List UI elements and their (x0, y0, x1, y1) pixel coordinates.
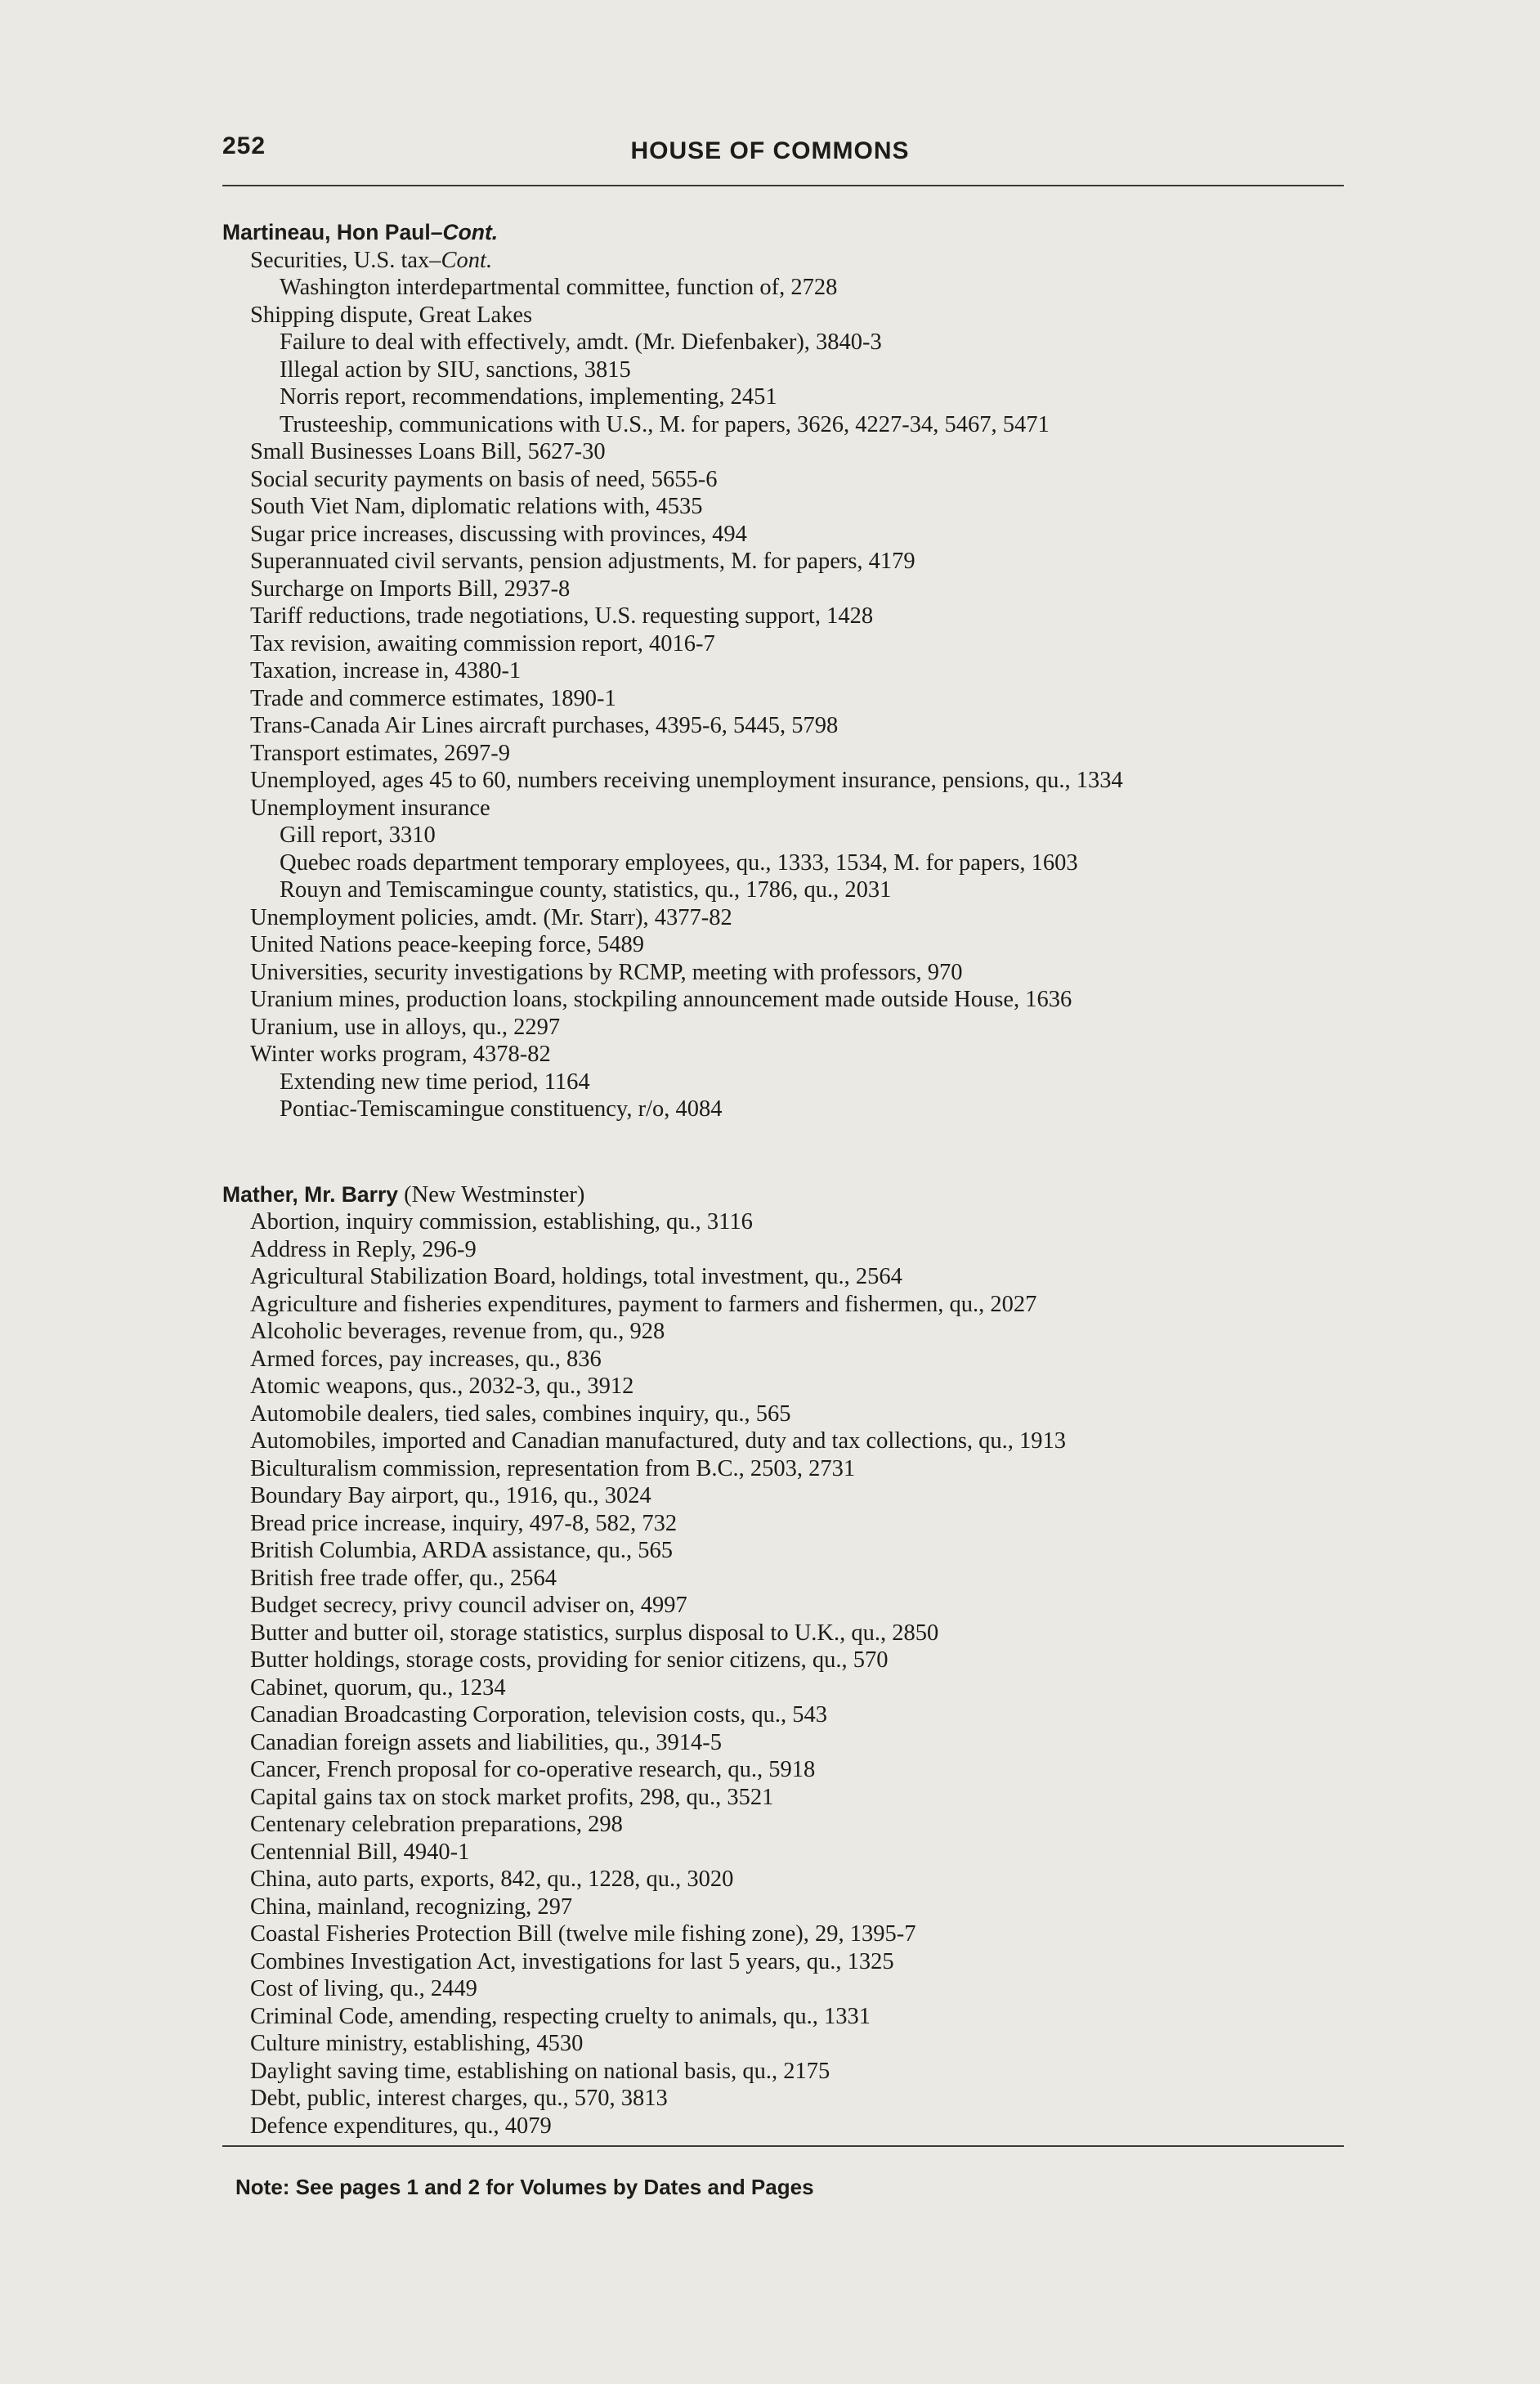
index-entry (222, 1592, 1367, 1620)
entry-text: Centenary celebration preparations, 298 (250, 1812, 623, 1837)
page-number: 252 (222, 132, 266, 159)
entry-text: Tariff reductions, trade negotiations, U.S. requesting support, 1428 (250, 603, 874, 629)
entry-text: Quebec roads department temporary employees, qu., 1333, 1534, M. for papers, 1603 (280, 849, 1078, 876)
index-entry (222, 1318, 1367, 1346)
entry-text: China, mainland, recognizing, 297 (250, 1893, 573, 1920)
index-entry (222, 1756, 1367, 1784)
index-entry (222, 931, 1367, 959)
index-subentry (222, 1069, 1367, 1096)
index-entry (222, 1948, 1367, 1976)
index-entry (222, 1784, 1367, 1812)
entry-text: British Columbia, ARDA assistance, qu., 565 (250, 1538, 673, 1563)
entry-text: Tax revision, awaiting commission report, 4016-7 (250, 630, 715, 656)
index-entry (222, 521, 1367, 549)
entry-text: Unemployment policies, amdt. (Mr. Starr), 4377-82 (250, 904, 732, 930)
entry-text: Rouyn and Temiscamingue county, statistics, qu., 1786, qu., 2031 (280, 877, 892, 903)
entry-text: Winter works program, 4378-82 (250, 1042, 551, 1067)
entry-text: Universities, security investigations by RCMP, meeting with professors, 970 (250, 959, 963, 985)
index-subentry (222, 274, 1367, 302)
index-entry (222, 1208, 1367, 1236)
entry-text: Transport estimates, 2697-9 (250, 740, 510, 766)
entry-text: Agricultural Stabilization Board, holdings, total investment, qu., 2564 (250, 1264, 902, 1289)
entry-text: Unemployment insurance (250, 795, 490, 821)
index-body (222, 219, 1367, 2140)
entry-text: Daylight saving time, establishing on national basis, qu., 2175 (250, 2058, 830, 2084)
index-entry (222, 493, 1367, 521)
index-entry (222, 1482, 1367, 1510)
index-entry (222, 603, 1367, 630)
index-entry (222, 1263, 1367, 1291)
entry-text: Uranium mines, production loans, stockpiling announcement made outside House, 1636 (250, 987, 1072, 1012)
index-entry (222, 1811, 1367, 1839)
index-entry (222, 2030, 1367, 2058)
entry-text: Automobiles, imported and Canadian manufactured, duty and tax collections, qu., 1913 (250, 1428, 1067, 1454)
entry-text: Cost of living, qu., 2449 (250, 1976, 477, 2001)
index-entry (222, 630, 1367, 658)
entry-text: Shipping dispute, Great Lakes (250, 302, 533, 328)
entry-text: Social security payments on basis of need, 5655-6 (250, 466, 718, 492)
entry-text: Centennial Bill, 4940-1 (250, 1839, 470, 1865)
entry-text: Pontiac-Temiscamingue constituency, r/o, 4084 (280, 1096, 723, 1122)
entry-text: Gill report, 3310 (280, 822, 436, 848)
entry-text: Superannuated civil servants, pension adjustments, M. for papers, 4179 (250, 549, 915, 574)
entry-text: China, auto parts, exports, 842, qu., 1228, qu., 3020 (250, 1866, 734, 1892)
entry-text: Butter and butter oil, storage statistics, surplus disposal to U.K., qu., 2850 (250, 1620, 939, 1646)
entry-text: Automobile dealers, tied sales, combines inquiry, qu., 565 (250, 1400, 791, 1427)
index-entry (222, 1701, 1367, 1729)
index-entry (222, 657, 1367, 685)
entry-text: Trade and commerce estimates, 1890-1 (250, 685, 616, 711)
index-subentry (222, 329, 1367, 356)
entry-text: Coastal Fisheries Protection Bill (twelve mile fishing zone), 29, 1395-7 (250, 1921, 916, 1947)
entry-text: Capital gains tax on stock market profits, 298, qu., 3521 (250, 1784, 774, 1810)
index-entry (222, 1291, 1367, 1319)
index-entry (222, 1400, 1367, 1428)
index-subentry (222, 849, 1367, 877)
entry-text: Bread price increase, inquiry, 497-8, 582, 732 (250, 1510, 678, 1536)
index-subentry (222, 876, 1367, 904)
entry-text: Norris report, recommendations, implementing, 2451 (280, 384, 777, 410)
section-gap (222, 1123, 1367, 1181)
index-entry (222, 1346, 1367, 1373)
index-entry (222, 2113, 1367, 2140)
index-entry (222, 986, 1367, 1014)
index-entry (222, 1729, 1367, 1757)
entry-text: Canadian Broadcasting Corporation, television costs, qu., 543 (250, 1702, 828, 1728)
entry-text: Alcoholic beverages, revenue from, qu., 928 (250, 1319, 665, 1344)
heading-name: Mather, Mr. Barry (222, 1181, 399, 1207)
entry-text: Cabinet, quorum, qu., 1234 (250, 1674, 506, 1701)
index-entry (222, 1236, 1367, 1264)
entry-text: Extending new time period, 1164 (280, 1069, 590, 1095)
entry-text: Armed forces, pay increases, qu., 836 (250, 1346, 602, 1372)
entry-text: Debt, public, interest charges, qu., 570, 3813 (250, 2086, 668, 2111)
index-subentry (222, 356, 1367, 384)
entry-text: Trusteeship, communications with U.S., M. for papers, 3626, 4227-34, 5467, 5471 (280, 411, 1050, 437)
index-subentry (222, 383, 1367, 411)
index-entry (222, 438, 1367, 466)
entry-text: Defence expenditures, qu., 4079 (250, 2113, 552, 2139)
index-entry (222, 466, 1367, 494)
entry-text: Surcharge on Imports Bill, 2937-8 (250, 576, 571, 602)
entry-text: Culture ministry, establishing, 4530 (250, 2031, 584, 2056)
heading-constituency: (New Westminster) (398, 1181, 585, 1208)
martineau-entries (222, 247, 1367, 1123)
entry-text: Small Businesses Loans Bill, 5627-30 (250, 439, 606, 464)
header-rule (222, 185, 1344, 186)
index-entry (222, 2058, 1367, 2086)
entry-text: Atomic weapons, qus., 2032-3, qu., 3912 (250, 1373, 634, 1399)
footer-note: Note: See pages 1 and 2 for Volumes by Dates and Pages (235, 2175, 814, 2199)
entry-text: Failure to deal with effectively, amdt. (Mr. Diefenbaker), 3840-3 (280, 329, 882, 355)
index-entry (222, 1565, 1367, 1593)
index-entry (222, 1373, 1367, 1400)
index-entry (222, 1537, 1367, 1565)
index-entry (222, 767, 1367, 795)
index-entry (222, 1866, 1367, 1893)
index-entry (222, 2003, 1367, 2031)
entry-continued: –Cont. (429, 247, 493, 273)
index-subentry (222, 1096, 1367, 1123)
mather-entries (222, 1208, 1367, 2140)
entry-text: United Nations peace-keeping force, 5489 (250, 932, 644, 957)
index-entry (222, 548, 1367, 576)
index-entry (222, 576, 1367, 603)
index-entry (222, 795, 1367, 822)
index-entry (222, 1893, 1367, 1921)
entry-text: Securities, U.S. tax (250, 247, 430, 273)
index-entry (222, 1620, 1367, 1647)
index-entry (222, 1647, 1367, 1674)
entry-text: Boundary Bay airport, qu., 1916, qu., 3024 (250, 1483, 651, 1508)
heading-continued: –Cont. (430, 220, 499, 244)
entry-text: Biculturalism commission, representation from B.C., 2503, 2731 (250, 1455, 856, 1481)
index-heading-martineau (222, 219, 1367, 247)
index-entry (222, 712, 1367, 740)
entry-text: Taxation, increase in, 4380-1 (250, 658, 522, 683)
entry-text: Combines Investigation Act, investigations for last 5 years, qu., 1325 (250, 1948, 894, 1974)
entry-text: Sugar price increases, discussing with provinces, 494 (250, 521, 747, 547)
heading-name: Martineau, Hon Paul (222, 220, 431, 244)
entry-text: Unemployed, ages 45 to 60, numbers receiving unemployment insurance, pensions, qu., 1334 (250, 768, 1123, 793)
index-entry (222, 302, 1367, 329)
index-subentry (222, 411, 1367, 439)
index-entry (222, 1041, 1367, 1069)
index-heading-mather (222, 1181, 1367, 1209)
entry-text: British free trade offer, qu., 2564 (250, 1565, 557, 1591)
entry-text: Uranium, use in alloys, qu., 2297 (250, 1014, 561, 1040)
index-entry (222, 1920, 1367, 1948)
index-entry (222, 1975, 1367, 2003)
index-entry (222, 2085, 1367, 2113)
entry-text: Butter holdings, storage costs, providing for senior citizens, qu., 570 (250, 1647, 889, 1673)
index-entry (222, 1014, 1367, 1042)
index-entry (222, 1839, 1367, 1866)
index-subentry (222, 822, 1367, 849)
entry-text: Budget secrecy, privy council adviser on, 4997 (250, 1593, 687, 1618)
entry-text: Criminal Code, amending, respecting cruelty to animals, qu., 1331 (250, 2003, 871, 2029)
index-entry (222, 1427, 1367, 1455)
entry-text: Abortion, inquiry commission, establishing, qu., 3116 (250, 1209, 753, 1235)
index-entry (222, 740, 1367, 768)
running-head-title: HOUSE OF COMMONS (630, 137, 910, 164)
index-entry (222, 1455, 1367, 1483)
entry-text: Illegal action by SIU, sanctions, 3815 (280, 356, 631, 383)
entry-text: South Viet Nam, diplomatic relations with, 4535 (250, 494, 703, 519)
index-entry (222, 685, 1367, 713)
footer-rule (222, 2145, 1344, 2147)
entry-text: Canadian foreign assets and liabilities, qu., 3914-5 (250, 1729, 722, 1755)
index-entry (222, 959, 1367, 987)
entry-text: Trans-Canada Air Lines aircraft purchases, 4395-6, 5445, 5798 (250, 713, 839, 738)
index-entry (222, 1510, 1367, 1538)
index-entry (222, 1674, 1367, 1702)
entry-text: Cancer, French proposal for co-operative research, qu., 5918 (250, 1757, 816, 1782)
index-entry (222, 247, 1367, 275)
entry-text: Washington interdepartmental committee, function of, 2728 (280, 275, 838, 300)
index-entry (222, 904, 1367, 932)
entry-text: Address in Reply, 296-9 (250, 1236, 477, 1262)
entry-text: Agriculture and fisheries expenditures, payment to farmers and fishermen, qu., 2027 (250, 1291, 1037, 1317)
